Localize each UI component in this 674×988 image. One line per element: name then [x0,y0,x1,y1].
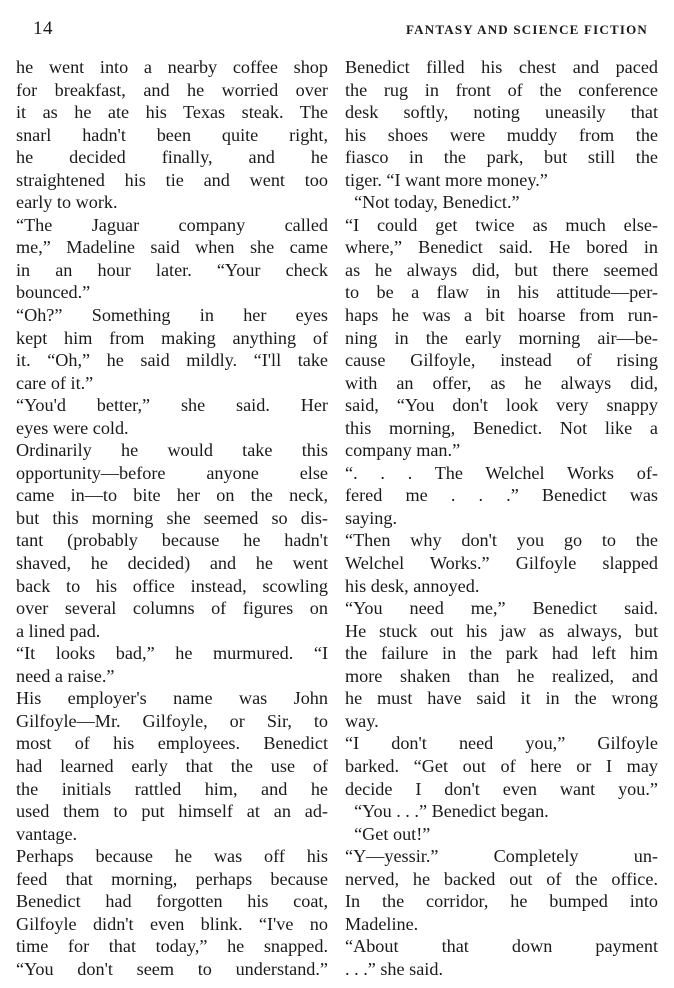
text-line: straightened his tie and went too [16,169,328,190]
text-line: Ordinarily he would take this [16,440,328,461]
text-line: “About that down payment [345,936,658,957]
text-line: decide I don't even want you.” [345,778,658,799]
text-line: desk softly, noting uneasily that [345,102,658,123]
text-line: this morning, Benedict. Not like a [345,417,658,438]
text-line: tiger. “I want more money.” [345,169,548,190]
text-line: need a raise.” [16,665,115,686]
text-line: “I don't need you,” Gilfoyle [345,733,658,754]
text-line: “You don't seem to understand.” [16,958,328,979]
text-line: “You'd better,” she said. Her [16,395,328,416]
text-line: vantage. [16,823,78,844]
text-line: kept him from making anything of [16,327,328,348]
text-line: barked. “Get out of here or I may [345,755,658,776]
text-line: Welchel Works.” Gilfoyle slapped [345,553,658,574]
text-line: care of it.” [16,372,94,393]
text-line: “Y—yessir.” Completely un- [345,846,658,867]
text-line: “I could get twice as much else- [345,214,658,235]
text-line: Gilfoyle didn't even blink. “I've no [16,913,328,934]
text-line: haps he was a bit hoarse from run- [345,305,658,326]
text-line: fered me . . .” Benedict was [345,485,658,506]
page-number: 14 [33,18,53,39]
left-column [16,56,328,980]
text-line: early to work. [16,192,118,213]
text-line: nerved, he backed out of the office. [345,868,658,889]
text-line: “The Jaguar company called [16,214,328,235]
text-line: a lined pad. [16,620,101,641]
text-line: his shoes were muddy from the [345,124,658,145]
text-line: “Oh?” Something in her eyes [16,305,328,326]
text-line: in an hour later. “Your check [16,259,328,280]
text-line: “Get out!” [345,823,431,844]
text-line: “You . . .” Benedict began. [345,801,549,822]
text-line: used them to put himself at an ad- [16,801,328,822]
text-line: Gilfoyle—Mr. Gilfoyle, or Sir, to [16,710,328,731]
right-column [345,56,658,980]
text-line: as he always did, but there seemed [345,259,658,280]
text-line: feed that morning, perhaps because [16,868,328,889]
page-header [0,16,674,44]
text-line: company man.” [345,440,461,461]
text-line: “Then why don't you go to the [345,530,658,551]
text-line: Madeline. [345,913,419,934]
text-line: over several columns of figures on [16,598,328,619]
text-line: more shaken than he realized, and [345,665,658,686]
text-line: He stuck out his jaw as always, but [345,620,658,641]
text-line: bounced.” [16,282,91,303]
text-line: His employer's name was John [16,688,328,709]
text-line: “. . . The Welchel Works of- [345,462,658,483]
text-line: shaved, he decided) and he went [16,553,328,574]
text-line: but this morning she seemed so dis- [16,507,328,528]
text-line: In the corridor, he bumped into [345,891,658,912]
text-line: back to his office instead, scowling [16,575,328,596]
text-line: to be a flaw in his attitude—per- [345,282,658,303]
text-line: where,” Benedict said. He bored in [345,237,658,258]
text-line: most of his employees. Benedict [16,733,328,754]
text-line: . . .” she said. [345,958,443,979]
text-line: opportunity—before anyone else [16,462,328,483]
text-line: the failure in the park had left him [345,643,658,664]
text-line: eyes were cold. [16,417,129,438]
text-line: he decided finally, and he [16,147,328,168]
text-line: me,” Madeline said when she came [16,237,328,258]
text-line: “It looks bad,” he murmured. “I [16,643,328,664]
text-line: saying. [345,507,398,528]
text-line: “Not today, Benedict.” [345,192,520,213]
text-line: snarl hadn't been quite right, [16,124,328,145]
text-line: it as he ate his Texas steak. The [16,102,328,123]
text-line: “You need me,” Benedict said. [345,598,658,619]
text-line: the initials rattled him, and he [16,778,328,799]
text-line: his desk, annoyed. [345,575,480,596]
text-line: fiasco in the park, but still the [345,147,658,168]
running-head: FANTASY AND SCIENCE FICTION [406,22,648,37]
text-line: cause Gilfoyle, instead of rising [345,350,658,371]
text-line: he went into a nearby coffee shop [16,57,328,77]
text-line: time for that today,” he snapped. [16,936,328,957]
text-line: said, “You don't look very snappy [345,395,658,416]
text-line: Benedict had forgotten his coat, [16,891,328,912]
text-line: for breakfast, and he worried over [16,79,328,100]
text-line: way. [345,710,379,731]
text-line: it. “Oh,” he said mildly. “I'll take [16,350,328,371]
text-line: had learned early that the use of [16,755,328,776]
text-line: with an offer, as he always did, [345,372,658,393]
text-line: Benedict filled his chest and paced [345,57,658,77]
text-line: he must have said it in the wrong [345,688,658,709]
text-line: Perhaps because he was off his [16,846,328,867]
text-line: the rug in front of the conference [345,79,658,100]
text-line: tant (probably because he hadn't [16,530,328,551]
text-line: came in—to bite her on the neck, [16,485,328,506]
text-line: ning in the early morning air—be- [345,327,658,348]
